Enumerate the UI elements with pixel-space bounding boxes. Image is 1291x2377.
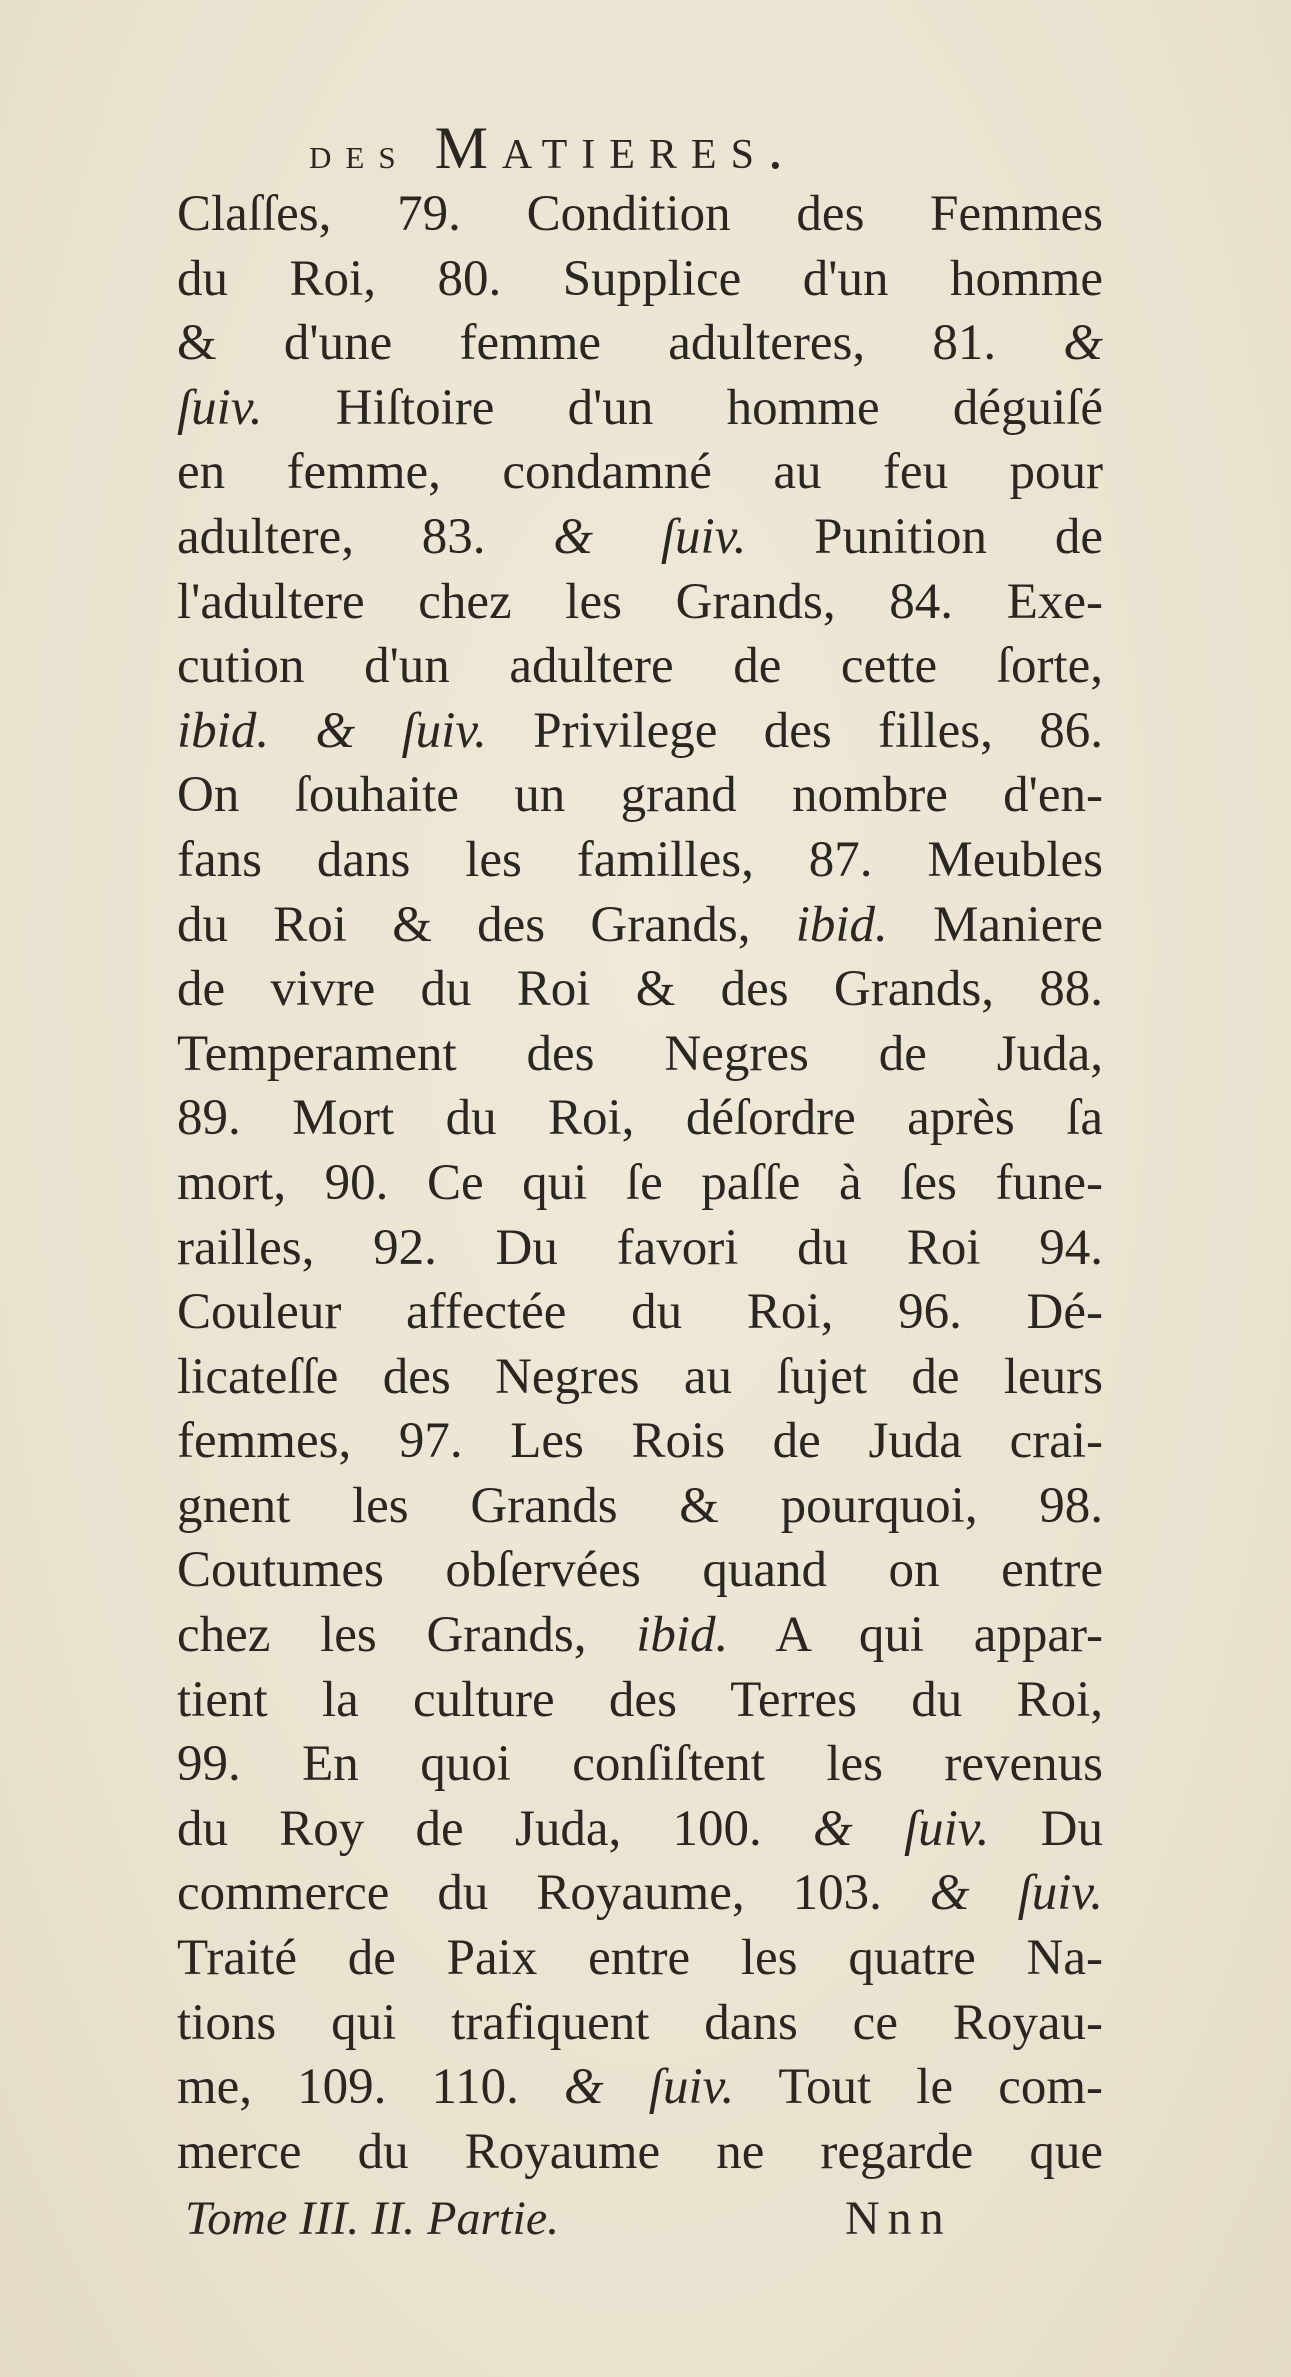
italic-segment: & ſuiv. <box>564 2059 735 2116</box>
text-segment: commerce du Royaume, 103. <box>177 1865 930 1922</box>
text-segment: Punition de <box>746 508 1103 565</box>
text-segment: du Roy de Juda, 100. <box>177 1800 813 1857</box>
text-segment: mort, 90. Ce qui ſe paſſe à ſes fune- <box>177 1154 1103 1211</box>
text-line <box>177 1409 1103 1474</box>
index-text <box>177 182 1103 2184</box>
text-segment: Tout le com- <box>734 2059 1104 2116</box>
text-line <box>177 182 1103 247</box>
text-segment: Coutumes obſervées quand on entre <box>177 1542 1103 1599</box>
italic-segment: & <box>1063 315 1103 372</box>
text-line <box>177 376 1103 441</box>
text-segment: Traité de Paix entre les quatre Na- <box>177 1930 1103 1987</box>
text-segment: me, 109. 110. <box>177 2059 564 2116</box>
text-segment: du Roi, 80. Supplice d'un homme <box>177 250 1103 307</box>
text-segment: On ſouhaite un grand nombre d'en- <box>177 767 1103 824</box>
volume-label: Tome III. II. Partie. <box>185 2192 560 2245</box>
text-segment: adultere, 83. <box>177 508 554 565</box>
text-segment: Claſſes, 79. Condition des Femmes <box>177 186 1103 242</box>
text-segment: Temperament des Negres de Juda, <box>177 1025 1103 1082</box>
text-line <box>177 505 1103 570</box>
italic-segment: ſuiv. <box>177 379 263 436</box>
signature-mark: Nnn <box>845 2192 952 2245</box>
text-line <box>177 1151 1103 1216</box>
text-line <box>177 1668 1103 1733</box>
text-line <box>177 1538 1103 1603</box>
text-line <box>177 1474 1103 1539</box>
text-segment: Couleur affectée du Roi, 96. Dé- <box>177 1284 1103 1341</box>
text-segment: merce du Royaume ne regarde que <box>177 2123 1103 2180</box>
italic-segment: & ſuiv. <box>813 1800 990 1857</box>
text-line <box>177 1603 1103 1668</box>
text-segment: 89. Mort du Roi, déſordre après ſa <box>177 1090 1103 1147</box>
text-segment: railles, 92. Du favori du Roi 94. <box>177 1219 1103 1276</box>
text-segment: du Roi & des Grands, <box>177 896 796 953</box>
text-segment: licateſſe des Negres au ſujet de leurs <box>177 1348 1103 1405</box>
italic-segment: & ſuiv. <box>553 508 747 565</box>
text-segment: tient la culture des Terres du Roi, <box>177 1671 1103 1728</box>
text-segment: cution d'un adultere de cette ſorte, <box>177 638 1103 695</box>
text-line <box>177 1022 1103 1087</box>
text-segment: Maniere <box>887 896 1103 953</box>
text-line <box>177 1926 1103 1991</box>
text-segment: Privilege des filles, 86. <box>486 702 1103 759</box>
header-prefix: des <box>309 129 410 178</box>
text-line <box>177 247 1103 312</box>
text-line <box>177 828 1103 893</box>
page-footer <box>185 2187 1111 2251</box>
text-segment: Du <box>989 1800 1103 1857</box>
italic-segment: ibid. <box>795 896 888 953</box>
text-line <box>177 699 1103 764</box>
text-segment: en femme, condamné au feu pour <box>177 444 1103 501</box>
text-line <box>177 1861 1103 1926</box>
text-line <box>177 570 1103 635</box>
text-line <box>177 1086 1103 1151</box>
text-line <box>177 957 1103 1022</box>
text-line <box>177 2055 1103 2120</box>
text-line <box>177 440 1103 505</box>
text-segment: l'adultere chez les Grands, 84. Exe- <box>177 573 1103 630</box>
text-line <box>177 311 1103 376</box>
text-segment: chez les Grands, <box>177 1607 637 1664</box>
italic-segment: ibid. <box>636 1607 729 1664</box>
text-line <box>177 893 1103 958</box>
header-title: Matieres. <box>434 115 797 181</box>
text-segment: gnent les Grands & pourquoi, 98. <box>177 1477 1103 1534</box>
text-segment: tions qui trafiquent dans ce Royau- <box>177 1994 1103 2051</box>
text-line <box>177 763 1103 828</box>
text-line <box>177 1280 1103 1345</box>
italic-segment: ibid. & ſuiv. <box>177 702 487 759</box>
text-segment: Hiſtoire d'un homme déguiſé <box>262 379 1103 436</box>
text-line <box>177 1732 1103 1797</box>
text-segment: & d'une femme adulteres, 81. <box>177 315 1064 372</box>
text-segment: fans dans les familles, 87. Meubles <box>177 831 1103 888</box>
text-line <box>177 634 1103 699</box>
text-line <box>177 1797 1103 1862</box>
italic-segment: & ſuiv. <box>929 1865 1104 1922</box>
running-header <box>309 115 899 184</box>
text-segment: A qui appar- <box>728 1607 1104 1664</box>
text-segment: de vivre du Roi & des Grands, 88. <box>177 961 1103 1018</box>
text-line <box>177 1216 1103 1281</box>
text-segment: 99. En quoi conſiſtent les revenus <box>177 1736 1103 1793</box>
text-line <box>177 1991 1103 2056</box>
text-segment: femmes, 97. Les Rois de Juda crai- <box>177 1413 1103 1470</box>
text-line <box>177 2120 1103 2185</box>
text-line <box>177 1345 1103 1410</box>
